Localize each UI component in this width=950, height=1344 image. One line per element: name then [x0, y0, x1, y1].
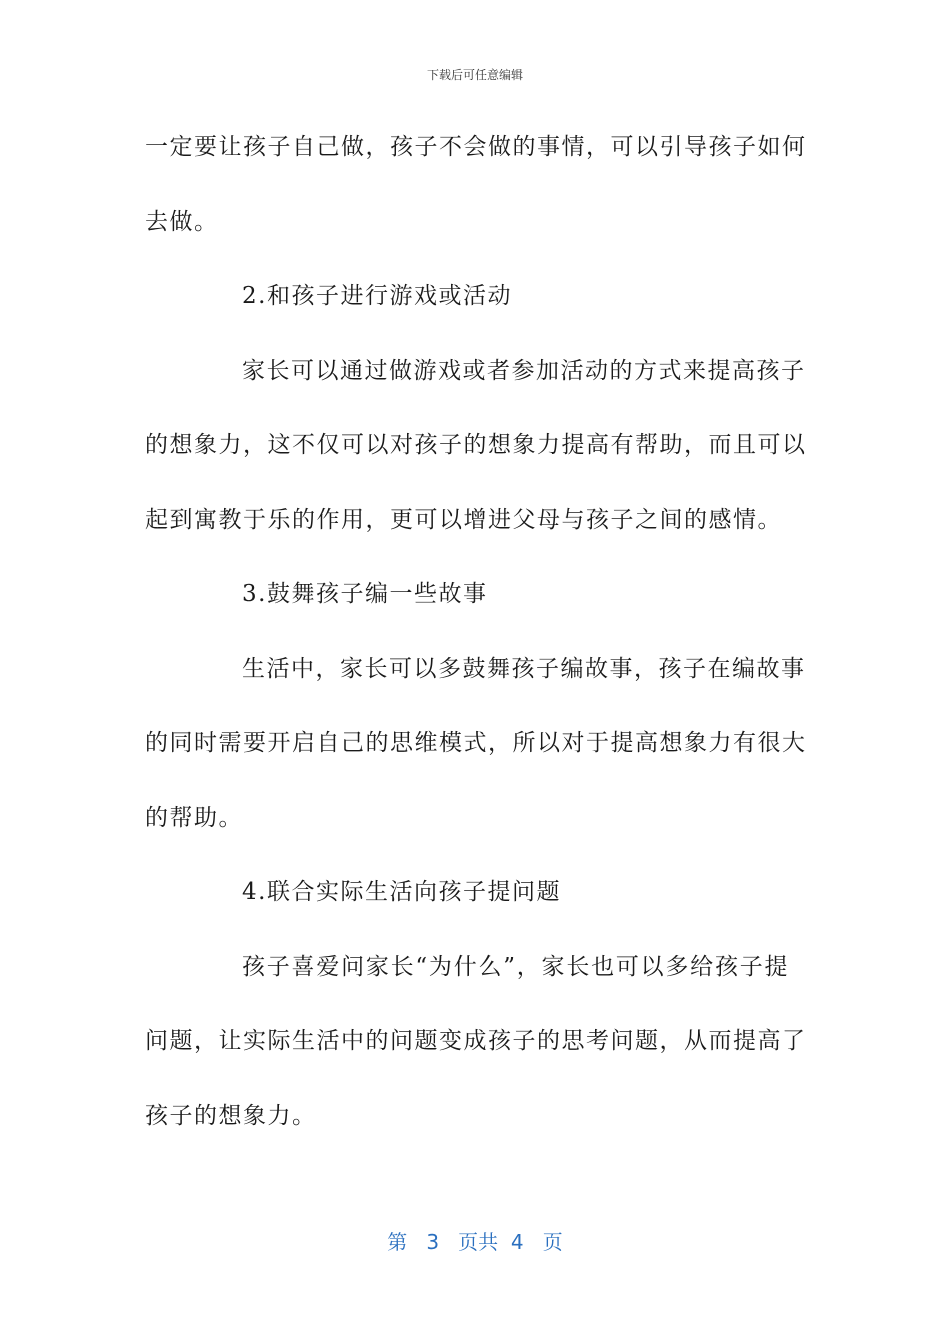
paragraph-line: 的帮助。 — [145, 805, 243, 831]
paragraph-line: 孩子喜爱问家长“为什么”，家长也可以多给孩子提 — [242, 954, 789, 980]
section-heading: 2.和孩子进行游戏或活动 — [242, 283, 512, 309]
current-page-number: 3 — [426, 1230, 440, 1254]
paragraph-line: 一定要让孩子自己做，孩子不会做的事情，可以引导孩子如何 — [145, 134, 807, 160]
paragraph-line: 生活中，家长可以多鼓舞孩子编故事，孩子在编故事 — [242, 656, 806, 682]
paragraph-line: 的同时需要开启自己的思维模式，所以对于提高想象力有很大 — [145, 730, 807, 756]
total-pages-number: 4 — [510, 1230, 524, 1254]
paragraph-line: 问题，让实际生活中的问题变成孩子的思考问题，从而提高了 — [145, 1028, 807, 1054]
paragraph-line: 家长可以通过做游戏或者参加活动的方式来提高孩子 — [242, 358, 806, 384]
page-suffix: 页 — [542, 1230, 563, 1254]
paragraph-line: 孩子的想象力。 — [145, 1103, 317, 1129]
paragraph-line: 去做。 — [145, 209, 219, 235]
page-header-note: 下载后可任意编辑 — [426, 68, 523, 82]
page-prefix: 第 — [387, 1230, 408, 1254]
page-mid-label: 页共 — [458, 1230, 499, 1254]
page-footer — [0, 1226, 950, 1255]
section-heading: 3.鼓舞孩子编一些故事 — [242, 581, 488, 607]
paragraph-line: 起到寓教于乐的作用，更可以增进父母与孩子之间的感情。 — [145, 507, 782, 533]
section-heading: 4.联合实际生活向孩子提问题 — [242, 879, 561, 905]
paragraph-line: 的想象力，这不仅可以对孩子的想象力提高有帮助，而且可以 — [145, 432, 807, 458]
